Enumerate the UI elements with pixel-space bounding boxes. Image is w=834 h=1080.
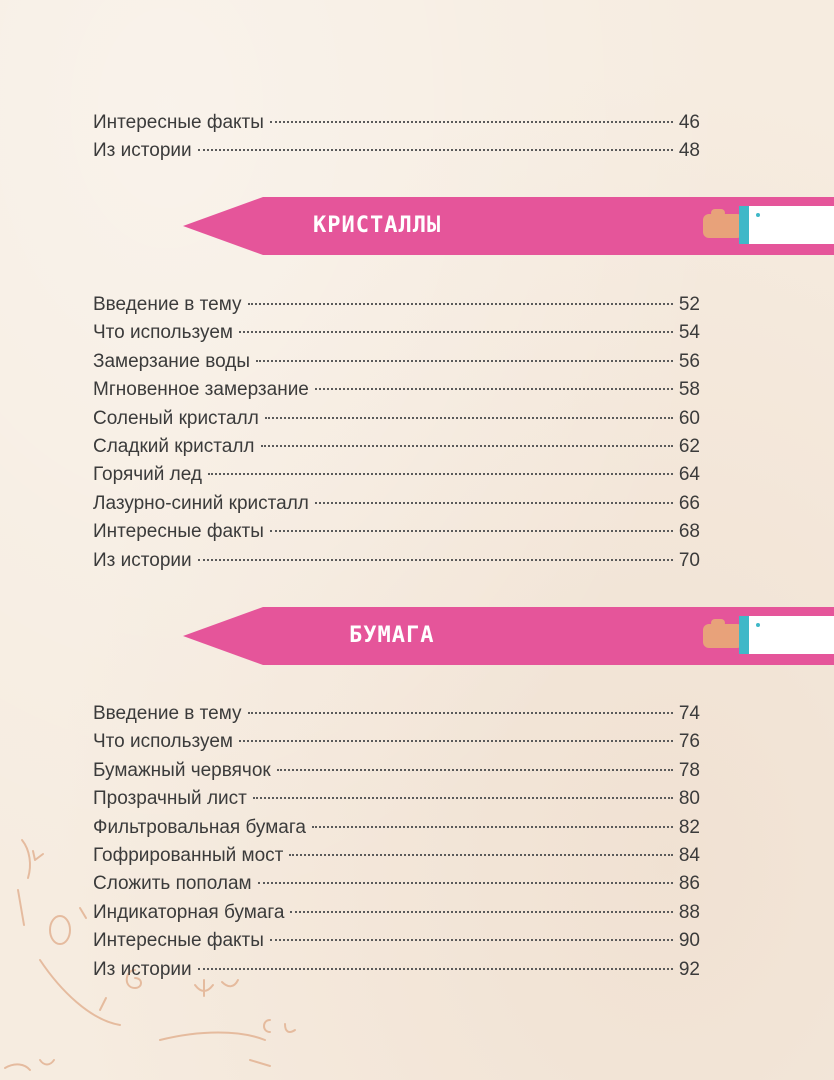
toc-entry[interactable] <box>93 348 700 376</box>
toc-entry-title: Фильтровальная бумага <box>93 816 306 838</box>
toc-entry-page: 76 <box>678 731 700 753</box>
toc-entry-page: 66 <box>678 492 700 514</box>
section-banner-crystals <box>183 197 834 255</box>
leader-dots <box>277 768 673 771</box>
leader-dots <box>289 853 673 856</box>
toc-entry-title: Индикаторная бумага <box>93 901 285 923</box>
leader-dots <box>198 148 673 151</box>
section-title: БУМАГА <box>349 623 435 648</box>
toc-entry-title: Гофрированный мост <box>93 844 284 866</box>
toc-entry-page: 56 <box>678 350 700 372</box>
toc-entry-title: Прозрачный лист <box>93 788 247 810</box>
toc-entry-page: 52 <box>678 294 700 315</box>
toc-entry[interactable] <box>93 405 700 433</box>
leader-dots <box>270 938 673 941</box>
toc-entry[interactable] <box>93 137 700 165</box>
toc-entry[interactable] <box>93 785 700 813</box>
toc-entry-title: Соленый кристалл <box>93 407 259 429</box>
leader-dots <box>265 416 673 419</box>
leader-dots <box>253 796 673 799</box>
leader-dots <box>248 302 673 305</box>
toc-entry-title: Бумажный червячок <box>93 759 271 781</box>
leader-dots <box>198 967 673 970</box>
toc-entry-title: Что используем <box>93 731 233 753</box>
toc-entry-page: 70 <box>678 549 700 571</box>
toc-entry-page: 92 <box>678 958 700 980</box>
toc-entry-page: 54 <box>678 322 700 344</box>
toc-entry[interactable] <box>93 376 700 404</box>
toc-list-crystals <box>93 291 700 575</box>
leader-dots <box>312 825 673 828</box>
toc-entry-title: Из истории <box>93 140 192 162</box>
toc-entry-title: Из истории <box>93 549 192 571</box>
toc-entry[interactable] <box>93 490 700 518</box>
toc-entry[interactable] <box>93 433 700 461</box>
toc-entry-title: Из истории <box>93 958 192 980</box>
toc-entry-title: Что используем <box>93 322 233 344</box>
toc-entry-title: Сложить пополам <box>93 873 252 895</box>
toc-entry-page: 74 <box>678 703 700 724</box>
toc-entry-page: 62 <box>678 435 700 457</box>
toc-entry[interactable] <box>93 956 700 984</box>
toc-entry-page: 90 <box>678 930 700 952</box>
toc-entry[interactable] <box>93 291 700 319</box>
toc-entry-title: Интересные факты <box>93 521 264 543</box>
toc-entry-title: Лазурно-синий кристалл <box>93 492 309 514</box>
toc-entry-page: 82 <box>678 816 700 838</box>
toc-entry-page: 80 <box>678 788 700 810</box>
toc-entry-title: Горячий лед <box>93 464 202 486</box>
toc-entry[interactable] <box>93 870 700 898</box>
toc-entry-title: Замерзание воды <box>93 350 251 372</box>
toc-entry-page: 68 <box>678 521 700 543</box>
toc-entry-page: 78 <box>678 759 700 781</box>
toc-entry[interactable] <box>93 319 700 347</box>
leader-dots <box>270 120 673 123</box>
toc-entry-page: 86 <box>678 873 700 895</box>
toc-entry[interactable] <box>93 757 700 785</box>
toc-entry-page: 88 <box>678 901 700 923</box>
toc-entry-page: 64 <box>678 464 700 486</box>
toc-entry[interactable] <box>93 814 700 842</box>
toc-entry[interactable] <box>93 109 700 137</box>
leader-dots <box>256 359 673 362</box>
toc-entry[interactable] <box>93 728 700 756</box>
toc-entry-page: 84 <box>678 844 700 866</box>
toc-entry-title: Интересные факты <box>93 112 264 133</box>
leader-dots <box>315 387 673 390</box>
toc-list-paper <box>93 700 700 984</box>
toc-entry-title: Введение в тему <box>93 703 242 724</box>
toc-entry-title: Сладкий кристалл <box>93 435 255 457</box>
leader-dots <box>261 444 673 447</box>
leader-dots <box>239 739 673 742</box>
leader-dots <box>248 711 673 714</box>
toc-entry[interactable] <box>93 547 700 575</box>
leader-dots <box>290 910 672 913</box>
toc-entry-page: 46 <box>678 112 700 133</box>
leader-dots <box>270 529 673 532</box>
section-banner-paper <box>183 607 834 665</box>
toc-entry[interactable] <box>93 899 700 927</box>
leader-dots <box>198 558 673 561</box>
toc-entry-title: Введение в тему <box>93 294 242 315</box>
toc-entry-page: 60 <box>678 407 700 429</box>
toc-entry[interactable] <box>93 842 700 870</box>
toc-entry[interactable] <box>93 927 700 955</box>
leader-dots <box>208 472 673 475</box>
toc-entry[interactable] <box>93 461 700 489</box>
toc-entry[interactable] <box>93 700 700 728</box>
leader-dots <box>315 501 673 504</box>
toc-entry-page: 58 <box>678 379 700 401</box>
toc-entry-page: 48 <box>678 140 700 162</box>
toc-entry[interactable] <box>93 518 700 546</box>
toc-entry-title: Мгновенное замерзание <box>93 379 309 401</box>
leader-dots <box>258 881 673 884</box>
toc-list-top <box>93 109 700 166</box>
toc-entry-title: Интересные факты <box>93 930 264 952</box>
section-title: КРИСТАЛЛЫ <box>313 213 442 238</box>
leader-dots <box>239 330 673 333</box>
